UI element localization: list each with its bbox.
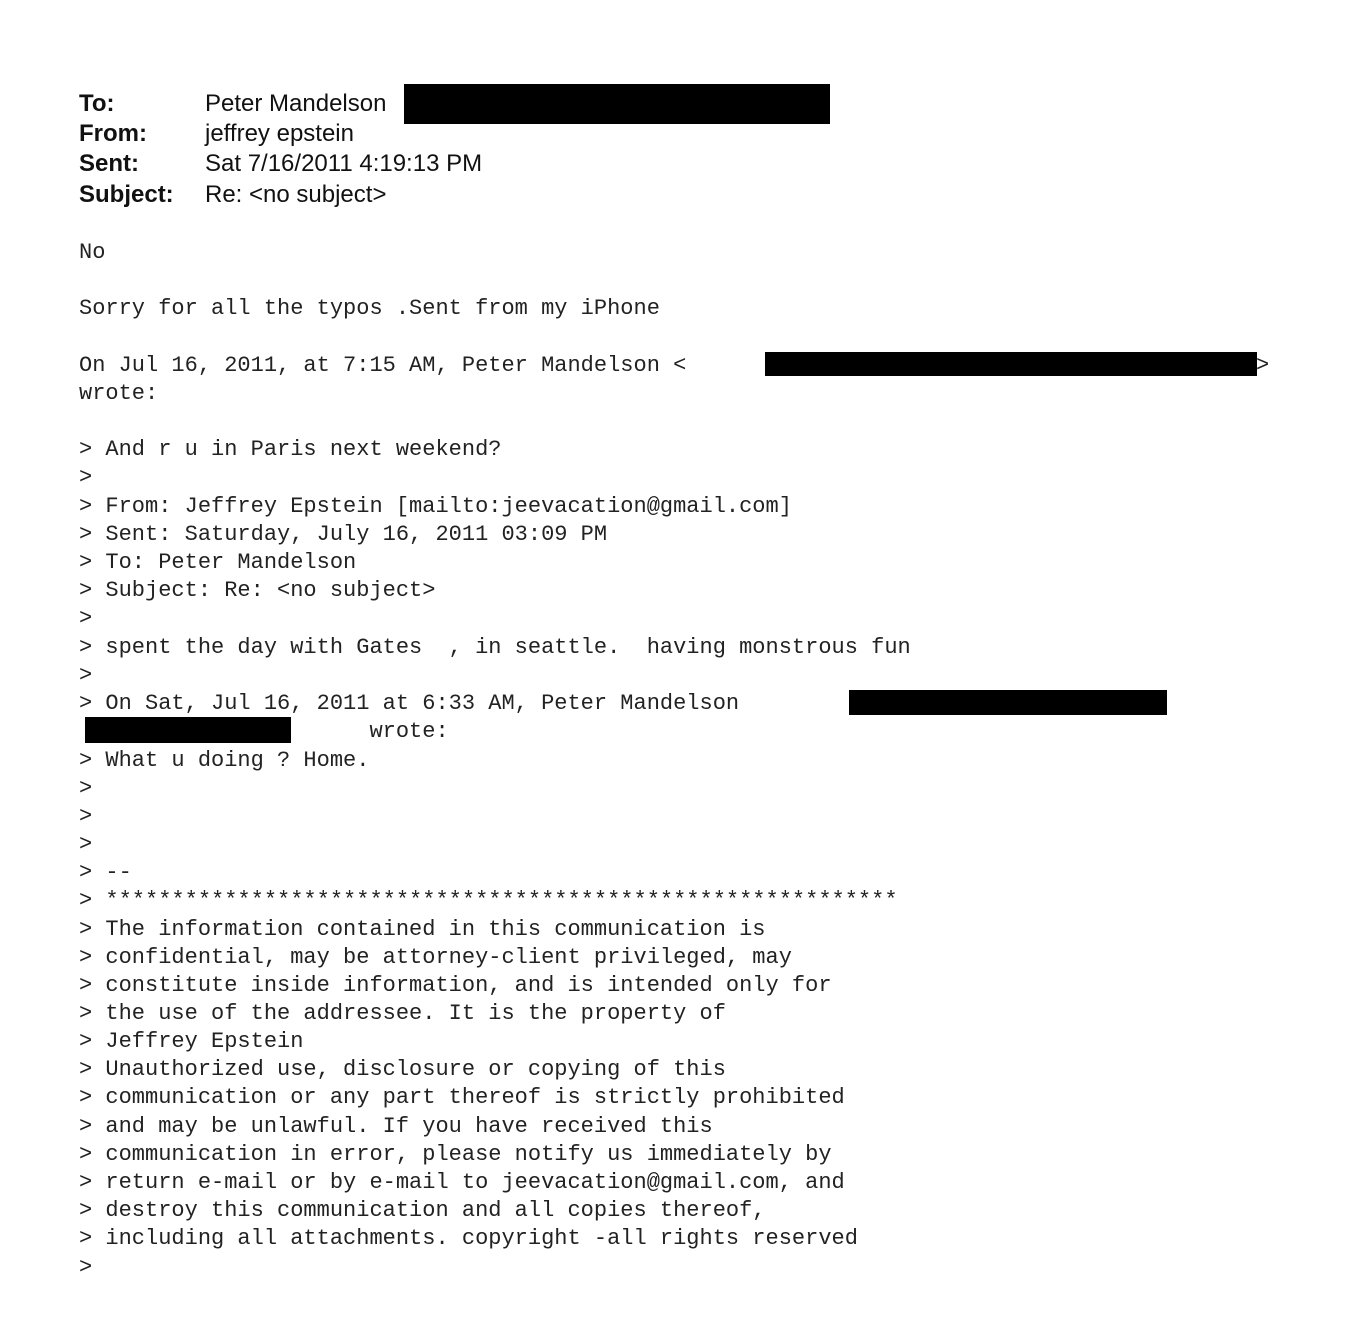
subject-label: Subject:: [79, 181, 174, 208]
redaction-block: [404, 84, 830, 124]
disclaimer-line: > Unauthorized use, disclosure or copying of this: [79, 1057, 726, 1082]
quoted-line: > And r u in Paris next weekend?: [79, 437, 502, 462]
quoted-line: > From: Jeffrey Epstein [mailto:jeevacation@gmail.com]: [79, 494, 792, 519]
quoted-line: wrote:: [79, 719, 449, 744]
disclaimer-line: > Jeffrey Epstein: [79, 1029, 304, 1054]
redaction-block: [849, 690, 1167, 715]
quote-intro-line: On Jul 16, 2011, at 7:15 AM, Peter Mandelson <: [79, 353, 687, 378]
quoted-line: >: [79, 663, 93, 688]
disclaimer-line: > confidential, may be attorney-client privileged, may: [79, 945, 792, 970]
sent-value: Sat 7/16/2011 4:19:13 PM: [205, 150, 483, 177]
disclaimer-line: > the use of the addressee. It is the property of: [79, 1001, 726, 1026]
quoted-line: > Sent: Saturday, July 16, 2011 03:09 PM: [79, 522, 608, 547]
from-label: From:: [79, 120, 147, 147]
quoted-line: > ************************************************************: [79, 888, 898, 913]
quoted-line: >: [79, 804, 93, 829]
signature-text: Sorry for all the typos .Sent from my iPhone: [79, 296, 660, 321]
disclaimer-line: > constitute inside information, and is intended only for: [79, 973, 832, 998]
quoted-line: > --: [79, 860, 132, 885]
quoted-line: >: [79, 1255, 93, 1280]
redaction-block: [765, 352, 1257, 376]
quoted-line: > What u doing ? Home.: [79, 748, 370, 773]
quoted-line: > spent the day with Gates , in seattle. having monstrous fun: [79, 635, 911, 660]
sent-label: Sent:: [79, 150, 139, 177]
quoted-line: >: [79, 776, 93, 801]
disclaimer-line: > return e-mail or by e-mail to jeevacation@gmail.com, and: [79, 1170, 845, 1195]
quoted-line: > On Sat, Jul 16, 2011 at 6:33 AM, Peter Mandelson: [79, 691, 740, 716]
disclaimer-line: > communication in error, please notify us immediately by: [79, 1142, 832, 1167]
disclaimer-line: > including all attachments. copyright -all rights reserved: [79, 1226, 858, 1251]
subject-value: Re: <no subject>: [205, 181, 387, 208]
quoted-line: >: [79, 465, 93, 490]
quoted-line: > Subject: Re: <no subject>: [79, 578, 436, 603]
disclaimer-line: > The information contained in this communication is: [79, 917, 766, 942]
disclaimer-line: > and may be unlawful. If you have received this: [79, 1114, 713, 1139]
quoted-line: > To: Peter Mandelson: [79, 550, 357, 575]
quote-intro-wrote: wrote:: [79, 381, 159, 406]
quoted-line: >: [79, 832, 93, 857]
reply-text: No: [79, 240, 106, 265]
to-label: To:: [79, 90, 115, 117]
quote-intro-bracket: >: [1256, 353, 1270, 378]
disclaimer-line: > destroy this communication and all copies thereof,: [79, 1198, 766, 1223]
quoted-line: >: [79, 606, 93, 631]
disclaimer-line: > communication or any part thereof is strictly prohibited: [79, 1085, 845, 1110]
from-value: jeffrey epstein: [205, 120, 354, 147]
to-value: Peter Mandelson: [205, 90, 387, 117]
